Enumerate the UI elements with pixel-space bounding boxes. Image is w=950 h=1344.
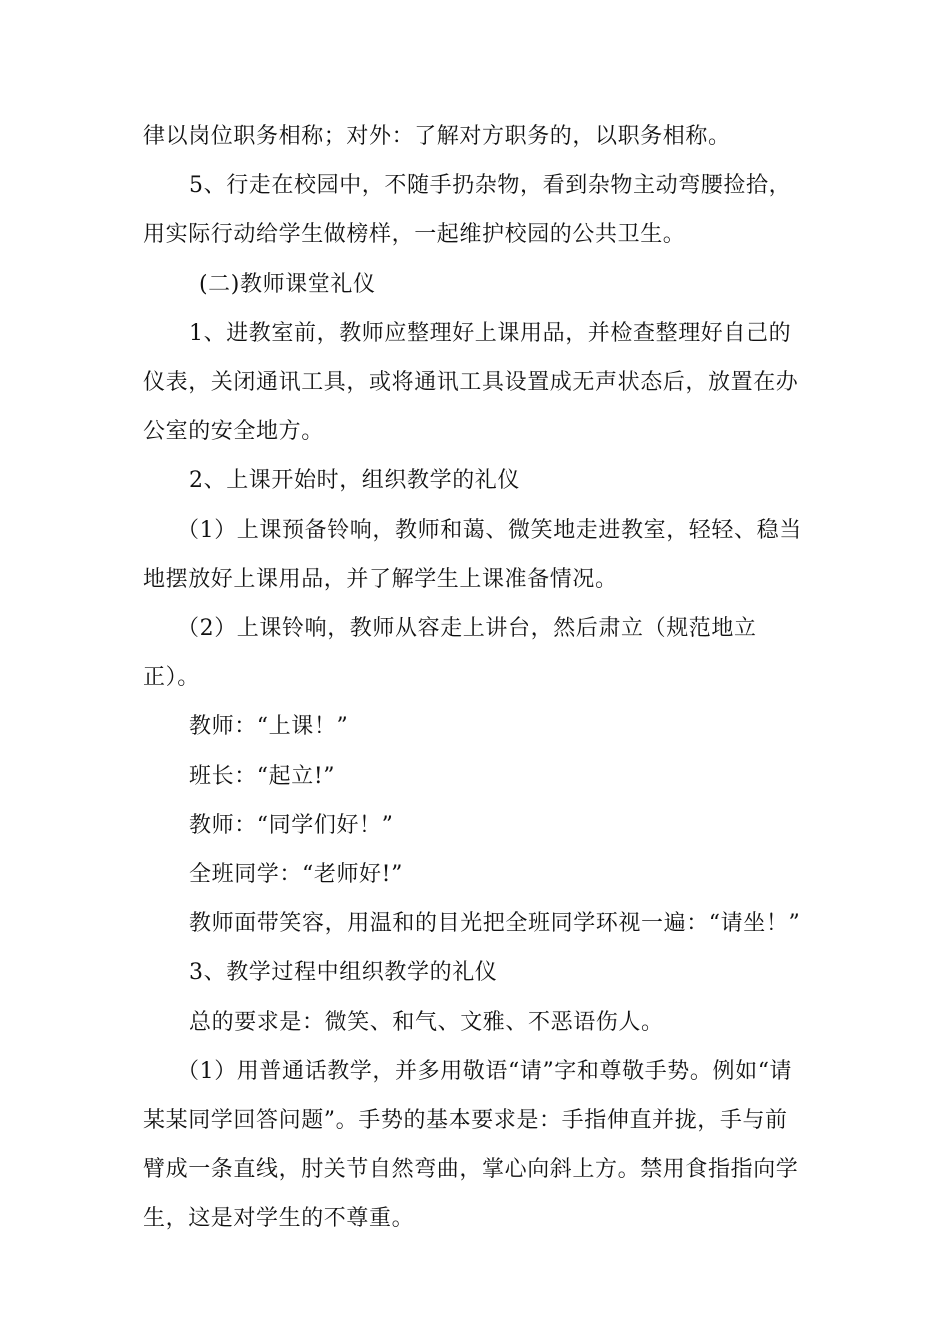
paragraph-item-5: 5、行走在校园中，不随手扔杂物，看到杂物主动弯腰捡拾，用实际行动给学生做榜样，一起维护校园的公共卫生。 bbox=[143, 173, 792, 248]
paragraph-item-1: 1、进教室前，教师应整理好上课用品，并检查整理好自己的仪表，关闭通讯工具，或将通讯工具设置成无声状态后，放置在办公室的安全地方。 bbox=[143, 320, 799, 445]
dialogue-line-teacher-2: 教师：“同学们好！” bbox=[189, 812, 394, 838]
paragraph-item-2: 2、上课开始时，组织教学的礼仪 bbox=[189, 468, 520, 494]
paragraph-teacher-smile: 教师面带笑容，用温和的目光把全班同学环视一遍：“请坐！” bbox=[189, 911, 801, 937]
dialogue-line-monitor: 班长：“起立!” bbox=[189, 763, 336, 789]
section-heading-classroom-etiquette: (二)教师课堂礼仪 bbox=[199, 271, 376, 297]
paragraph-item-3: 3、教学过程中组织教学的礼仪 bbox=[189, 960, 498, 986]
paragraph-subitem-3-1: （1）用普通话教学，并多用敬语“请”字和尊敬手势。例如“请某某同学回答问题”。手势的基本要求是：手指伸直并拢，手与前臂成一条直线，肘关节自然弯曲，掌心向斜上方。禁用食指指向学生，这是对学生的不尊重。 bbox=[143, 1058, 799, 1232]
dialogue-line-teacher-1: 教师：“上课！” bbox=[189, 714, 349, 740]
paragraph-continuation: 律以岗位职务相称；对外：了解对方职务的，以职务相称。 bbox=[143, 124, 731, 149]
paragraph-subitem-2: （2）上课铃响，教师从容走上讲台，然后肃立（规范地立正）。 bbox=[143, 616, 757, 691]
dialogue-line-class: 全班同学：“老师好!” bbox=[189, 862, 403, 888]
paragraph-subitem-1: （1）上课预备铃响，教师和蔼、微笑地走进教室，轻轻、稳当地摆放好上课用品，并了解学生上课准备情况。 bbox=[143, 517, 802, 592]
document-body bbox=[143, 112, 808, 1244]
paragraph-general-requirement: 总的要求是：微笑、和气、文雅、不恶语伤人。 bbox=[189, 1009, 664, 1035]
